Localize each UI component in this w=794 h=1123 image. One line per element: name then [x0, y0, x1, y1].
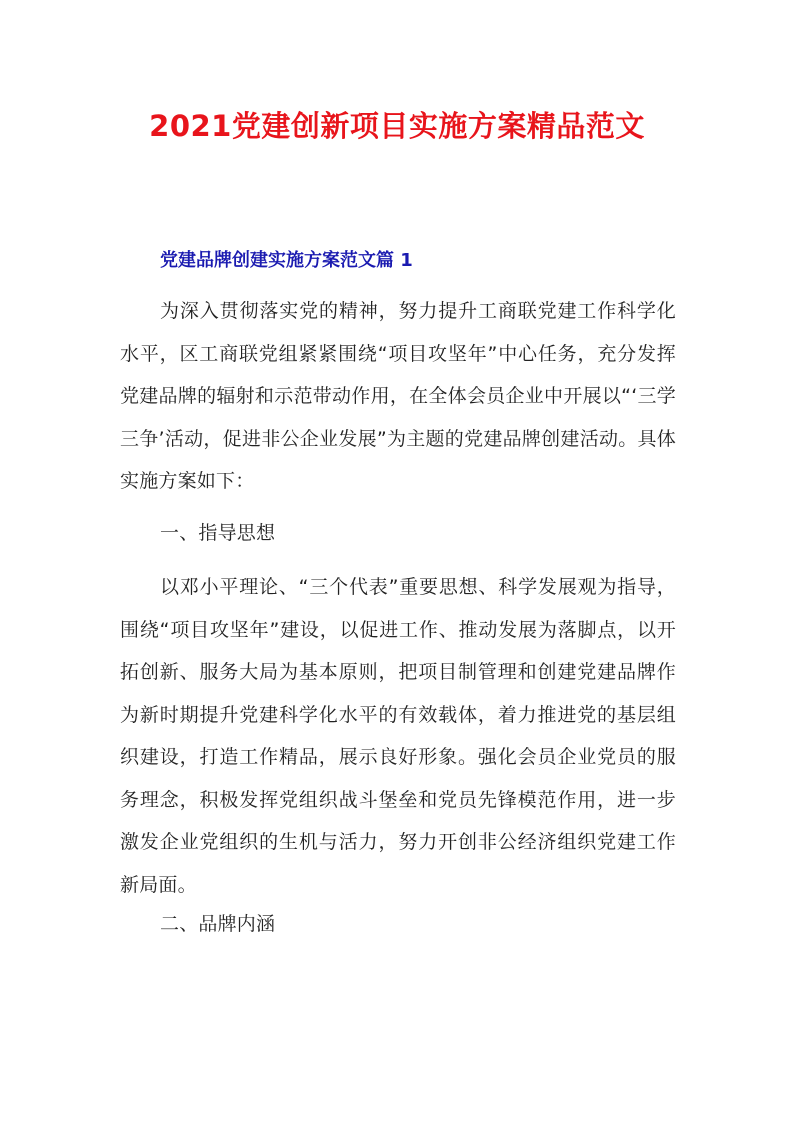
- heading-text: 一、指导思想: [160, 522, 276, 544]
- paragraph-text: 以邓小平理论、“三个代表”重要思想、科学发展观为指导，围绕“项目攻坚年”建设，以促进工作、推动发展为落脚点，以开拓创新、服务大局为基本原则，把项目制管理和创建党建品牌作为新时期提升党建科学化水平的有效载体，着力推进党的基层组织建设，打造工作精品，展示良好形象。强化会员企业党员的服务理念，积极发挥党组织战斗堡垒和党员先锋模范作用，进一步激发企业党组织的生机与活力，努力开创非公经济组织党建工作新局面。: [120, 576, 676, 896]
- heading-text: 二、品牌内涵: [160, 913, 276, 935]
- section-heading-guiding-thought: [120, 512, 676, 555]
- intro-paragraph: [120, 290, 676, 503]
- guiding-thought-paragraph: [120, 566, 676, 906]
- document-title: 2021党建创新项目实施方案精品范文: [149, 109, 645, 143]
- paragraph-text: 为深入贯彻落实党的精神，努力提升工商联党建工作科学化水平，区工商联党组紧紧围绕“项目攻坚年”中心任务，充分发挥党建品牌的辐射和示范带动作用，在全体会员企业中开展以“‘三学三争’活动，促进非公企业发展”为主题的党建品牌创建活动。具体实施方案如下：: [120, 300, 676, 492]
- section-subtitle: 党建品牌创建实施方案范文篇 1: [160, 250, 413, 271]
- section-heading-brand-connotation: [120, 903, 676, 946]
